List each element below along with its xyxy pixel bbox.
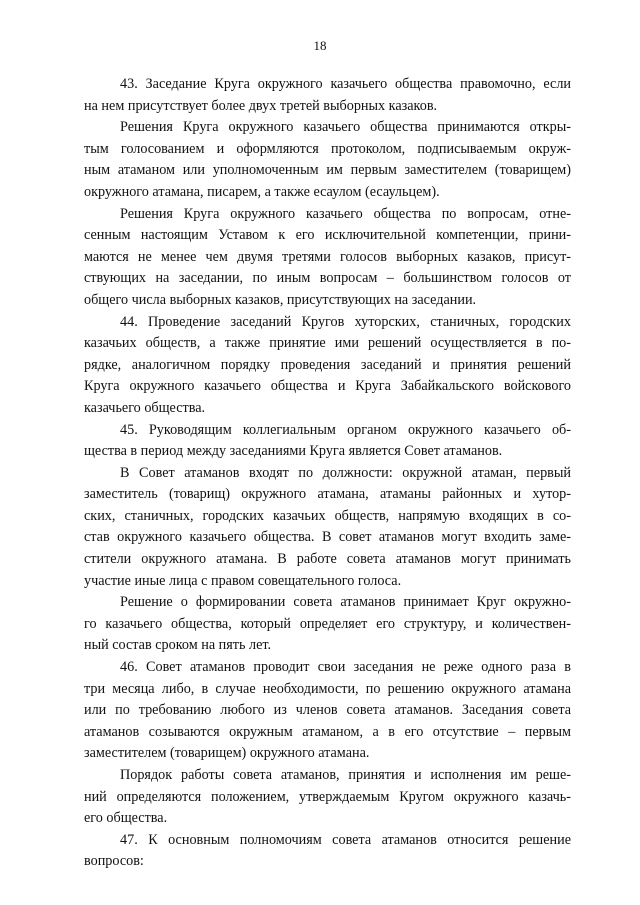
- text-line: окружного атамана, писарем, а также есаулом (есаульцем).: [84, 183, 440, 200]
- text-line: 44. Проведение заседаний Кругов хуторских, станичных, городских: [120, 313, 571, 330]
- paragraph: [84, 463, 571, 593]
- text-line: 46. Совет атаманов проводит свои заседания не реже одного раза в: [120, 659, 571, 676]
- text-line: на нем присутствует более двух третей выборных казаков.: [84, 97, 438, 114]
- text-line: Решение о формировании совета атаманов принимает Круг окружно-: [120, 594, 571, 611]
- text-line: сенным настоящим Уставом к его исключительной компетенции, прини-: [84, 227, 571, 244]
- document-body: [84, 74, 571, 873]
- text-line: атаманов созываются окружным атаманом, а в его отсутствие – первым: [84, 723, 571, 740]
- text-line: или по требованию любого из членов совета атаманов. Заседания совета: [84, 702, 571, 719]
- text-line: казачьих обществ, а также принятие ими решений осуществляется в по-: [84, 335, 571, 352]
- text-line: 47. К основным полномочиям совета атаманов относится решение: [120, 831, 571, 848]
- text-line: ствующих на заседании, по иным вопросам – большинством голосов от: [84, 270, 571, 287]
- text-line: щества в период между заседаниями Круга является Совет атаманов.: [84, 443, 503, 460]
- text-line: го казачьего общества, который определяет его структуру, и количествен-: [84, 615, 571, 632]
- paragraph: [84, 420, 571, 463]
- paragraph: [84, 830, 571, 873]
- paragraph: [84, 592, 571, 657]
- text-line: ний определяются положением, утверждаемым Кругом окружного казачь-: [84, 788, 571, 805]
- paragraph: [84, 204, 571, 312]
- text-line: вопросов:: [84, 853, 144, 870]
- text-line: ным атаманом или уполномоченным им первым заместителем (товарищем): [84, 162, 571, 179]
- text-line: 43. Заседание Круга окружного казачьего общества правомочно, если: [120, 76, 571, 92]
- paragraph: [84, 312, 571, 420]
- text-line: Решения Круга окружного казачьего общества принимаются откры-: [120, 119, 571, 136]
- text-line: его общества.: [84, 810, 168, 827]
- page-number: 18: [313, 38, 327, 53]
- text-line: тым голосованием и оформляются протоколом, подписываемым окруж-: [84, 140, 571, 157]
- text-line: три месяца либо, в случае необходимости, по решению окружного атамана: [84, 680, 571, 697]
- paragraph: [84, 74, 571, 117]
- text-line: став окружного казачьего общества. В совет атаманов могут входить заме-: [84, 529, 571, 546]
- text-line: заместителем (товарищем) окружного атамана.: [84, 745, 370, 762]
- text-line: ских, станичных, городских казачьих обществ, напрямую входящих в со-: [84, 507, 571, 524]
- paragraph: [84, 765, 571, 830]
- paragraph: [84, 657, 571, 765]
- text-line: общего числа выборных казаков, присутствующих на заседании.: [84, 291, 477, 308]
- text-line: участие иные лица с правом совещательного голоса.: [84, 572, 402, 589]
- text-line: Порядок работы совета атаманов, принятия и исполнения им реше-: [120, 767, 571, 783]
- text-line: заместитель (товарищ) окружного атамана, атаманы районных и хутор-: [84, 486, 571, 503]
- text-line: рядке, аналогичном порядку проведения заседаний и принятия решений: [84, 356, 571, 373]
- text-line: стители окружного атамана. В работе совета атаманов могут принимать: [84, 551, 571, 568]
- text-line: казачьего общества.: [84, 399, 206, 416]
- text-line: В Совет атаманов входят по должности: окружной атаман, первый: [120, 464, 571, 481]
- text-line: маются не менее чем двумя третями голосов выборных казаков, присут-: [84, 248, 571, 265]
- paragraph: [84, 117, 571, 203]
- text-line: Круга окружного казачьего общества и Круга Забайкальского войскового: [84, 378, 571, 395]
- text-line: ный состав сроком на пять лет.: [84, 637, 272, 654]
- text-line: Решения Круга окружного казачьего общества по вопросам, отне-: [120, 205, 571, 222]
- text-line: 45. Руководящим коллегиальным органом окружного казачьего об-: [120, 421, 571, 438]
